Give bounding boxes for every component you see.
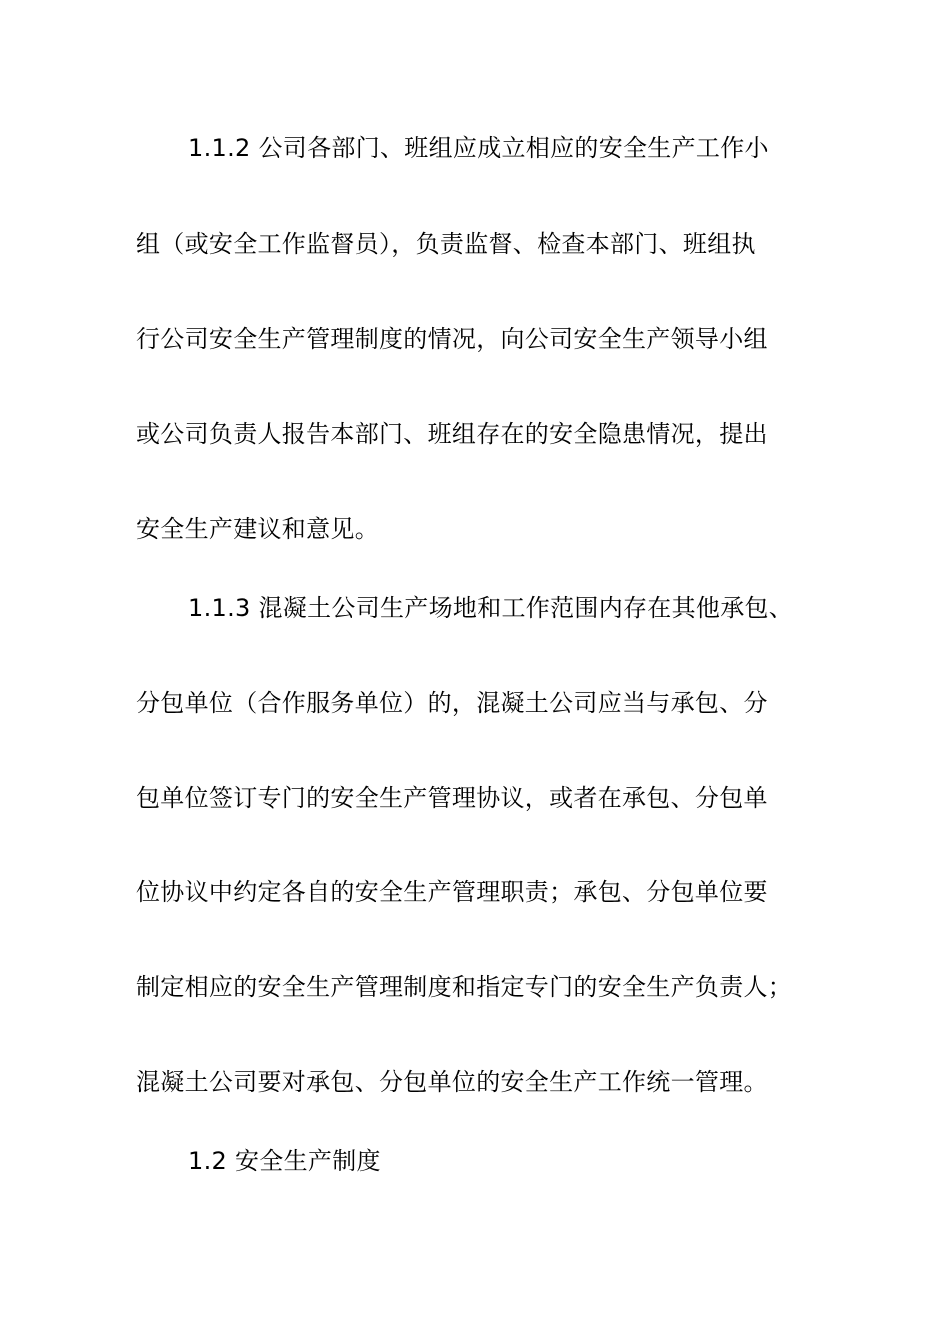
clause-1-1-2-line-3: 行公司安全生产管理制度的情况，向公司安全生产领导小组 [136,325,768,353]
clause-1-1-3-line-4: 位协议中约定各自的安全生产管理职责；承包、分包单位要 [136,878,768,906]
clause-1-1-2-line-1: 1.1.2 公司各部门、班组应成立相应的安全生产工作小 [188,134,769,162]
clause-1-1-3-line-6: 混凝土公司要对承包、分包单位的安全生产工作统一管理。 [136,1068,768,1096]
clause-1-1-3-line-5: 制定相应的安全生产管理制度和指定专门的安全生产负责人； [136,973,793,1001]
clause-1-1-2-line-4: 或公司负责人报告本部门、班组存在的安全隐患情况，提出 [136,420,768,448]
section-heading-1-2: 1.2 安全生产制度 [188,1147,381,1175]
clause-1-1-3-line-2: 分包单位（合作服务单位）的，混凝土公司应当与承包、分 [136,689,768,717]
clause-1-1-3-line-3: 包单位签订专门的安全生产管理协议，或者在承包、分包单 [136,784,768,812]
clause-1-1-3-line-1: 1.1.3 混凝土公司生产场地和工作范围内存在其他承包、 [188,594,794,622]
clause-1-1-2-line-5: 安全生产建议和意见。 [136,515,379,543]
clause-1-1-2-line-2: 组（或安全工作监督员），负责监督、检查本部门、班组执 [136,230,756,258]
